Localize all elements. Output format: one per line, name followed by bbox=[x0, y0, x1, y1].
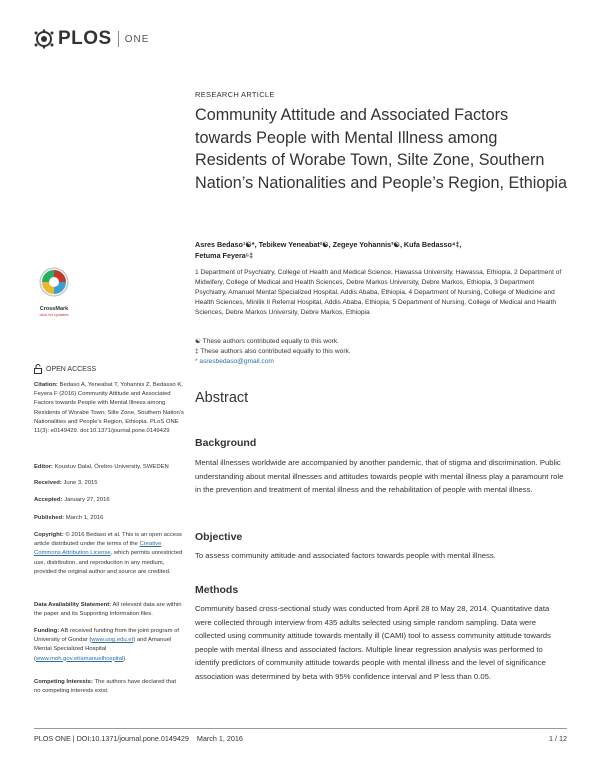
also-equal-contribution-note: ‡ These authors also contributed equally to this work. bbox=[195, 347, 351, 355]
funding-block bbox=[34, 627, 184, 664]
plos-one-logo[interactable] bbox=[34, 26, 149, 52]
plos-logo-icon bbox=[34, 29, 54, 49]
author-notes bbox=[195, 337, 567, 366]
crossmark-label: CrossMark bbox=[39, 306, 69, 312]
crossmark-sublabel: click for updates bbox=[39, 312, 69, 317]
background-heading: Background bbox=[195, 437, 257, 449]
received-label: Received: bbox=[34, 480, 62, 486]
equal-contribution-note: ☯ These authors contributed equally to this work. bbox=[195, 338, 339, 345]
funding-text-end: ). bbox=[123, 655, 127, 662]
funding-text: AB received funding from the joint program of University of Gondar ( bbox=[34, 628, 180, 644]
published-label: Published: bbox=[34, 515, 65, 521]
objective-paragraph: To assess community attitude and associated factors towards people with mental illness. bbox=[195, 551, 496, 560]
objective-heading: Objective bbox=[195, 531, 243, 543]
published-block bbox=[34, 514, 184, 523]
citation-label: Citation: bbox=[34, 382, 58, 388]
page-number: 1 / 12 bbox=[549, 734, 567, 743]
abstract-heading: Abstract bbox=[195, 390, 249, 406]
moh-link[interactable]: www.moh.gov.et/amanuelhospital bbox=[35, 655, 124, 662]
open-lock-icon bbox=[34, 364, 42, 374]
funding-label: Funding: bbox=[34, 628, 60, 634]
crossmark-badge[interactable] bbox=[36, 266, 72, 317]
data-availability-label: Data Availability Statement: bbox=[34, 602, 112, 608]
received-block bbox=[34, 479, 184, 488]
citation-block bbox=[34, 381, 184, 436]
background-paragraph: Mental illnesses worldwide are accompanied by another pandemic, that of stigma and discrimination. Public understanding about mental illnesses and attitudes towards people with mental illness play a paramount role in the prevention and treatment of mental illness and the rehabilitation of people with mental illness. bbox=[195, 458, 564, 495]
logo-divider bbox=[118, 31, 119, 47]
editor-label: Editor: bbox=[34, 464, 53, 470]
editor-block bbox=[34, 463, 184, 472]
article-title: Community Attitude and Associated Factors towards People with Mental Illness among Residents of Worabe Town, Silte Zone, Southern Nation’s Nationalities and People’s Region, Ethiopia bbox=[195, 106, 567, 192]
accepted-label: Accepted: bbox=[34, 497, 63, 503]
open-access-text: OPEN ACCESS bbox=[46, 365, 97, 373]
funding-text-mid: ) and Amanuel Mental Specialized Hospital ( bbox=[34, 637, 172, 662]
author-list bbox=[195, 239, 567, 261]
data-availability-text: All relevant data are within the paper and its Supporting Information files. bbox=[34, 602, 182, 618]
crossmark-icon bbox=[38, 266, 70, 300]
open-access-label bbox=[34, 364, 184, 374]
affiliations: 1 Department of Psychiatry, College of Health and Medical Science, Hawassa University, Hawassa, Ethiopia, 2 Department of Midwifery, College of Medical and Health Sciences, Debre Markos University, Debre Markos, Ethiopia, 3 Department Psychiatry, Amanuel Mental Specialized Hospital, Addis Ababa, Ethiopia, 4 Department of Nursing, College of Medicine and Health Sciences, Minilik II Referral Hospital, Addis Ababa, Ethiopia, 5 Department of Nursing, College of Medical and Health Sciences, Debre Markos University, Debre Markos, Ethiopia bbox=[195, 269, 562, 316]
competing-interests-text: The authors have declared that no competing interests exist. bbox=[34, 679, 176, 695]
accepted-text: January 27, 2016 bbox=[64, 497, 110, 503]
cc-license-link[interactable]: Creative Commons Attribution License bbox=[34, 541, 162, 557]
corresponding-email-link[interactable]: * asresbedaso@gmail.com bbox=[195, 357, 274, 365]
data-availability-block bbox=[34, 601, 184, 619]
copyright-block bbox=[34, 531, 184, 577]
methods-heading: Methods bbox=[195, 584, 239, 596]
footer-divider bbox=[34, 728, 567, 729]
footer-citation: PLOS ONE | DOI:10.1371/journal.pone.0149429 March 1, 2016 bbox=[34, 734, 243, 743]
copyright-text: © 2016 Bedaso et al. This is an open access article distributed under the terms of the bbox=[34, 532, 182, 548]
logo-journal: ONE bbox=[124, 33, 150, 45]
editor-text: Koustuv Dalal, Örebro University, SWEDEN bbox=[54, 464, 169, 470]
accepted-block bbox=[34, 496, 184, 505]
authors-line-1: Asres Bedaso¹☯*, Tebikew Yeneabat²☯, Zegeye Yohannis³☯, Kufa Bedasso⁴‡, bbox=[195, 240, 462, 249]
authors-line-2: Fetuma Feyera⁵‡ bbox=[195, 251, 254, 260]
received-text: June 3, 2015 bbox=[63, 480, 98, 486]
methods-paragraph: Community based cross-sectional study was conducted from April 28 to May 28, 2014. Quantitative data were collected through interview from 435 adults selected using simple random sampling. Data were collected using community attitude towards mentally ill (CAMI) tool to assess community attitude towards people with mental illness and associated factors. Multiple linear regression analysis was performed to identify predictors of community attitude towards people with mental illness and the level of significance association was determined by beta with 95% confidence interval and P less than 0.05. bbox=[195, 604, 551, 681]
copyright-label: Copyright: bbox=[34, 532, 64, 538]
logo-text: PLOS bbox=[58, 28, 112, 49]
uog-link[interactable]: www.uog.edu.et bbox=[91, 637, 134, 644]
article-type: RESEARCH ARTICLE bbox=[195, 90, 275, 99]
competing-interests-block bbox=[34, 678, 184, 696]
published-text: March 1, 2016 bbox=[65, 515, 104, 521]
citation-text: Bedaso A, Yeneabat T, Yohannis Z, Bedasso K, Feyera F (2016) Community Attitude and Associated Factors towards People with Mental Illness among Residents of Worabe Town, Silte Zone, Southern Nation’s Nationalities and People’s Region, Ethiopia. PLoS ONE 11(3): e0149429. doi:10.1371/journal.pone.0149429 bbox=[34, 382, 184, 435]
competing-interests-label: Competing Interests: bbox=[34, 679, 93, 685]
copyright-text-end: , which permits unrestricted use, distribution, and reproduction in any medium, provided the original author and source are credited. bbox=[34, 550, 183, 575]
